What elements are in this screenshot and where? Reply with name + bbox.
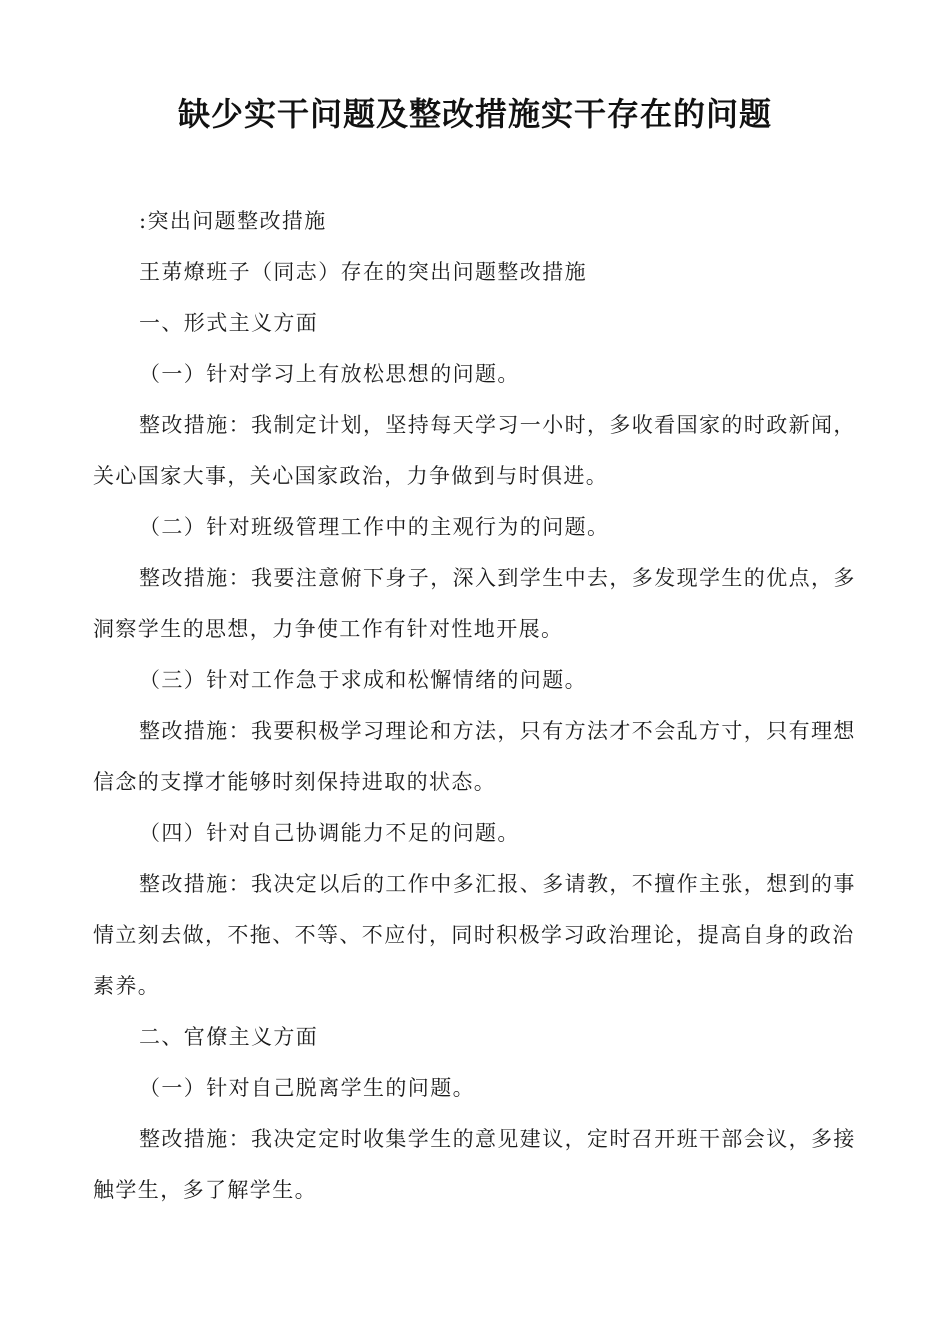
measure-item-5: 整改措施：我决定定时收集学生的意见建议，定时召开班干部会议，多接触学生，多了解学生。 — [93, 1127, 856, 1202]
problem-item-2: （二）针对班级管理工作中的主观行为的问题。 — [139, 515, 610, 539]
measure-item-3: 整改措施：我要积极学习理论和方法，只有方法才不会乱方寸，只有理想信念的支撑才能够时刻保持进取的状态。 — [93, 719, 856, 794]
document-body — [93, 196, 863, 1216]
measure-item-2: 整改措施：我要注意俯下身子，深入到学生中去，多发现学生的优点，多洞察学生的思想，力争使工作有针对性地开展。 — [93, 566, 856, 641]
measure-item-1: 整改措施：我制定计划，坚持每天学习一小时，多收看国家的时政新闻，关心国家大事，关心国家政治，力争做到与时俱进。 — [93, 413, 856, 488]
document-title: 缺少实干问题及整改措施实干存在的问题 — [177, 95, 772, 133]
section-heading-formalism: 一、形式主义方面 — [139, 311, 319, 335]
section-intro: :突出问题整改措施 — [139, 209, 327, 233]
problem-item-5: （一）针对自己脱离学生的问题。 — [139, 1076, 475, 1100]
subject-line: 王苐燎班子（同志）存在的突出问题整改措施 — [139, 260, 587, 284]
problem-item-4: （四）针对自己协调能力不足的问题。 — [139, 821, 520, 845]
section-heading-bureaucratism: 二、官僚主义方面 — [139, 1025, 319, 1049]
problem-item-3: （三）针对工作急于求成和松懈情绪的问题。 — [139, 668, 587, 692]
problem-item-1: （一）针对学习上有放松思想的问题。 — [139, 362, 520, 386]
measure-item-4: 整改措施：我决定以后的工作中多汇报、多请教，不擅作主张，想到的事情立刻去做，不拖、不等、不应付，同时积极学习政治理论，提高自身的政治素养。 — [93, 872, 856, 998]
